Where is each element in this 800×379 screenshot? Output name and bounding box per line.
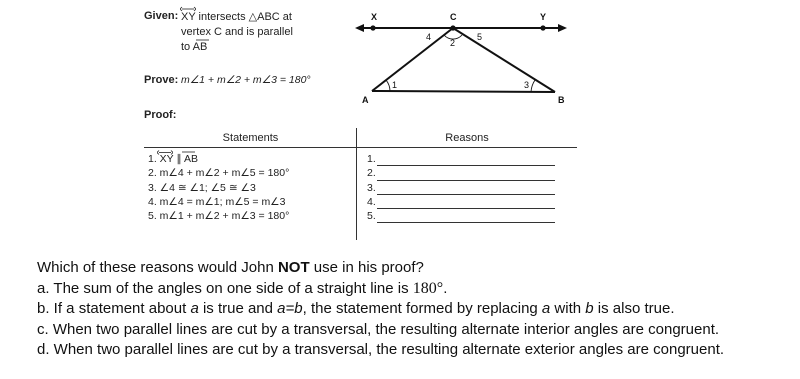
reason-blank-2[interactable] bbox=[377, 171, 555, 181]
reason-blank-1[interactable] bbox=[377, 156, 555, 166]
option-b-part-3: , the statement formed by replacing bbox=[302, 300, 542, 317]
reason-row-3 bbox=[367, 181, 555, 195]
statement-3: 3. ∠4 ≅ ∠1; ∠5 ≅ ∠3 bbox=[148, 181, 256, 194]
option-c[interactable]: c. When two parallel lines are cut by a transversal, the resulting alternate interior angles are congruent. bbox=[37, 320, 720, 338]
option-d[interactable]: d. When two parallel lines are cut by a transversal, the resulting alternate exterior angles are congruent. bbox=[37, 341, 725, 358]
reason-number-1: 1. bbox=[367, 153, 376, 165]
question-block bbox=[37, 258, 724, 361]
angle-2-label: 2 bbox=[450, 38, 456, 48]
side-ab bbox=[372, 91, 555, 92]
label-b: B bbox=[558, 95, 565, 105]
prove-label: Prove: bbox=[144, 74, 179, 86]
statement-1-segment-bar bbox=[181, 150, 197, 154]
reason-row-5 bbox=[367, 209, 555, 223]
statement-4: 4. m∠4 = m∠1; m∠5 = m∠3 bbox=[148, 195, 286, 208]
option-b-var-2: a=b bbox=[277, 300, 303, 317]
reason-number-3: 3. bbox=[367, 181, 376, 194]
xy-line-symbol bbox=[180, 6, 196, 12]
option-b-part-5: is also true. bbox=[593, 300, 675, 317]
line-xy-right-arrow bbox=[558, 24, 567, 32]
option-b-var-4: b bbox=[585, 300, 594, 317]
reasons-header: Reasons bbox=[445, 132, 489, 144]
angle-4-label: 4 bbox=[426, 32, 432, 42]
point-x-dot bbox=[370, 25, 375, 30]
reason-row-1 bbox=[367, 152, 555, 166]
reason-blank-3[interactable] bbox=[377, 185, 555, 195]
given-line-1: XY intersects △ABC at bbox=[181, 11, 292, 23]
option-b-part-2: is true and bbox=[198, 300, 278, 317]
reason-blank-5[interactable] bbox=[377, 213, 555, 223]
statements-list bbox=[148, 152, 289, 223]
angle-3-arc bbox=[531, 80, 535, 92]
ab-segment-bar bbox=[195, 38, 211, 42]
option-b[interactable] bbox=[37, 299, 724, 320]
question-emphasis: NOT bbox=[277, 259, 310, 276]
option-b-var-1: a bbox=[190, 300, 199, 317]
reason-row-4 bbox=[367, 195, 555, 209]
statement-1-line-symbol bbox=[157, 150, 173, 155]
option-b-var-3: a bbox=[541, 300, 551, 317]
line-xy-left-arrow bbox=[355, 24, 364, 32]
option-b-part-4: with bbox=[550, 300, 586, 317]
statement-5: 5. m∠1 + m∠2 + m∠3 = 180° bbox=[148, 210, 290, 223]
label-x: X bbox=[371, 12, 378, 22]
angle-5-label: 5 bbox=[477, 32, 483, 42]
option-a-value: 180° bbox=[412, 279, 444, 297]
label-y: Y bbox=[540, 12, 547, 22]
proof-label: Proof: bbox=[144, 109, 177, 121]
label-a: A bbox=[362, 95, 369, 105]
reason-row-2 bbox=[367, 166, 555, 180]
option-a-text: a. The sum of the angles on one side of a straight line is bbox=[37, 279, 413, 297]
question-prefix: Which of these reasons would John bbox=[37, 259, 278, 276]
reason-number-2: 2. bbox=[367, 167, 376, 180]
given-line-3: to AB bbox=[181, 41, 208, 53]
given-text bbox=[181, 10, 293, 55]
statement-2: 2. m∠4 + m∠2 + m∠5 = 180° bbox=[148, 167, 290, 180]
label-c: C bbox=[450, 12, 457, 22]
question-prompt bbox=[37, 258, 724, 279]
angle-1-label: 1 bbox=[392, 80, 398, 90]
triangle-diagram bbox=[355, 6, 575, 108]
given-label: Given: bbox=[144, 10, 179, 22]
reason-number-4: 4. bbox=[367, 195, 376, 208]
given-line-2: vertex C and is parallel bbox=[181, 26, 293, 38]
reason-number-5: 5. bbox=[367, 210, 376, 223]
angle-3-label: 3 bbox=[524, 80, 530, 90]
table-header-rule bbox=[144, 147, 577, 148]
reasons-list bbox=[367, 152, 555, 223]
angle-1-arc bbox=[386, 80, 390, 91]
option-a-end: . bbox=[443, 279, 448, 297]
statement-1: 1. XY ∥ AB bbox=[148, 153, 199, 165]
prove-statement: m∠1 + m∠2 + m∠3 = 180° bbox=[181, 74, 311, 86]
side-cb bbox=[453, 28, 555, 92]
reason-blank-4[interactable] bbox=[377, 199, 555, 209]
option-b-part-1: b. If a statement about bbox=[37, 300, 191, 317]
option-a[interactable] bbox=[37, 279, 724, 300]
question-suffix: use in his proof? bbox=[309, 259, 424, 276]
table-column-divider bbox=[356, 128, 357, 240]
point-y-dot bbox=[540, 25, 545, 30]
side-ca bbox=[372, 28, 456, 91]
statements-header: Statements bbox=[222, 132, 279, 144]
